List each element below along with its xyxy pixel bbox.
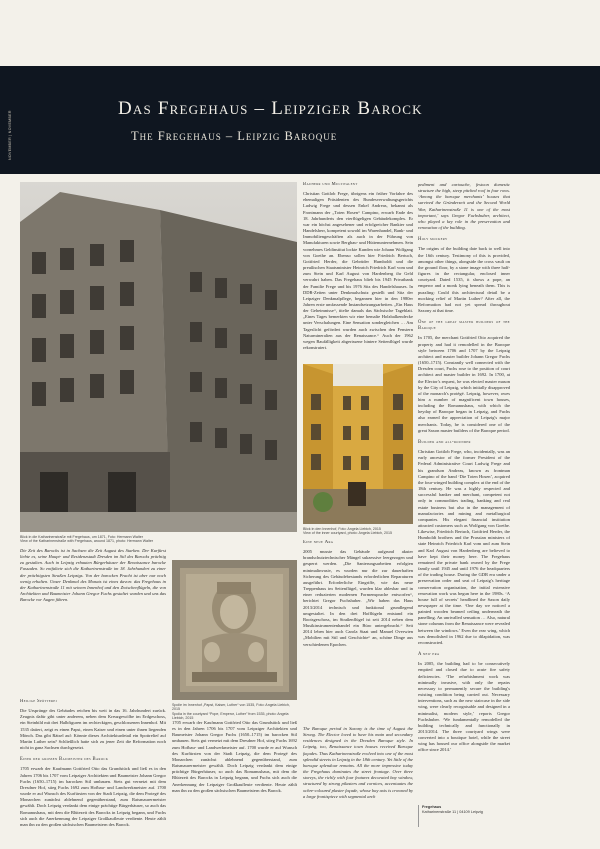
section-text: Die Ursprünge des Gebäudes reichen bis weit in das 16. Jahrhundert zurück. Zeugnis dafür gibt unter anderem, neben dem Kreuzgewölbe im Erdgeschoss, ein Steinbild mit drei Halbfiguren im rechteckigen, geschlossenen Innenhof. Mit 1535 datiert, zeigt es einen Papst, einen Kaiser und einen unter ihnen liegenden Mönch. Das gibt Rätsel auf: Könnte dieses Architekturdetail ein Spottrelief auf Martin Luther sein? Schließlich hatte sich zu jener Zeit die Reformation noch nicht in ganz Sachsen durchgesetzt. (20, 708, 166, 751)
section-heading: Holy mockery (418, 237, 448, 243)
german-col-3 (303, 182, 413, 358)
sculpture-illustration (172, 560, 297, 700)
footer-name: Fregehaus (422, 805, 442, 809)
facade-photo (20, 182, 297, 532)
german-intro-text: Die Zeit des Barocks ist in Sachsen die Zeit August des Starken. Der Kurfürst liebte es, seine Haupt- und Residenzstadt Dresden im Stil des Barocks prächtig zu gestalten. Auch in Leipzig erbauten Bürgerhäuser der Renaissance barocke Fassaden. So entfaltete sich die Katharinenstraße im 18. Jahrhundert zu einer der prächtigsten Straßen Leipzigs. Von der barocken Pracht ist aber nur noch wenig erhalten. Unser Denkmal des Monats ist eines davon: das Fregehaus in der Katharinenstraße 11 mit seinem Innenhof und den Zwischenflügeln, die von Architekten und Baumeister Johann Gregor Fuchs gestaltet wurden und uns das Barocke vor Augen führen. (20, 548, 166, 603)
section-text: Christian Gottlob Frege, who, incidentally, was an early ancestor of the former President of the Federal Administrative Court Ludwig Frege and his grandson Andreas, known as frontman Campino of the band ‘Die Toten Hosen’, acquired the four-winged building complex at the end of the 18th century. He was a highly respected and successful banker and merchant, competent not only in commodities trading, banking and real estate business but also in the management of manufactories and mining and metallurgical companies. His elegant financial institution attracted customers such as Wolfgang von Goethe. Likewise, Friedrich Bertuch, Gottfried Herder, the Humboldt brothers and the Prussian ministers of state Heinrich Friedrich Karl vom und zum Stein and Karl August von Hardenberg are believed to have kept their money here. The Fregehaus remained the private bank owned by the Frege family until 1945 and until 1976 the headquarters of the trading house. During the GDR era under a preservation order and seat of Leipzig's heritage conservation organisation, the initial extensive renovation work was begun here in the 1980s. ‘A house full of secrets’ headlined the Saxon daily newspaper at the time. ‘One day we noticed a painted wooden beamed ceiling underneath the panelling. An unrivalled sensation … Also, natural stone columns from the Renaissance were revealed between the windows.’ Even the rear wing, which was demolished in 1962 due to dilapidation, was reconstructed. (418, 449, 510, 645)
german-col-1 (20, 699, 166, 837)
section-heading: Bauherr und Multitalent (303, 182, 358, 187)
section-text: 1705 erwarb der Kaufmann Gottfried Otto das Grundstück und ließ es in den Jahren 1706 bis 1707 vom Leipziger Architekten und Baumeister Johann Gregor Fuchs (1650–1715) im barocken Stil umbauen. Stets gut vernetzt mit dem Dresdner Hof, stieg Fuchs 1692 zum Hofbau- und Landwerkmeister auf. 1700 wurde er auf Wunsch des Kurfürsten von der Stadt Leipzig, die dem Protegé des Monarchen zunächst ablehnend gegenüberstand, zum Ratsmaurermeister gewählt. Doch Leipzig verdankt dem einige prächtige Bürgerhäuser, so auch das Romanushaus, mit dem die Blütezeit des Barocks in Leipzig begann, und Fuchs sich auch die Anerkennung der Leipziger Großkaufleute verdiente. Heute zählt man ihn zu den großen sächsischen Baumeistern des Barock. (20, 766, 166, 827)
section-heading: Eine neue Ära (303, 540, 334, 545)
section-heading: Heilige Spötterei (20, 699, 57, 704)
sculpture-photo (172, 560, 297, 700)
german-col-2 (172, 720, 297, 837)
section-text: 1705 erwarb der Kaufmann Gottfried Otto das Grundstück und ließ es in den Jahren 1706 bis 1707 vom Leipziger Architekten und Baumeister Johann Gregor Fuchs (1650–1715) im barocken Stil umbauen. Stets gut vernetzt mit dem Dresdner Hof, stieg Fuchs 1692 zum Hofbau- und Landwerkmeister auf. 1700 wurde er auf Wunsch des Kurfürsten von der Stadt Leipzig, die dem Protegé des Monarchen zunächst ablehnend gegenüberstand, zum Ratsmaurermeister gewählt. Doch Leipzig verdankt dem einige prächtige Bürgerhäuser, so auch das Romanushaus, mit dem die Blütezeit des Barocks in Leipzig begann, und Fuchs sich auch die Anerkennung der Leipziger Großkaufleute verdiente. Heute zählt man ihn zu den großen sächsischen Baumeistern des Barock. (172, 720, 297, 793)
section-text: The origins of the building date back to well into the 16th century. Testimony of this is provided, amongst other things, alongside the cross vault on the ground floor, by a stone image with three half-figures in the rectangular, enclosed inner courtyard. Dated 1535, it shows a pope, an emperor and a monk lying beneath them. This is puzzling: Could this architectural detail be a mocking relief of Martin Luther? After all, the Reformation had not yet spread throughout Saxony at that time. (418, 246, 510, 313)
facade-illustration (20, 182, 297, 532)
german-col-4 (303, 540, 413, 720)
section-text: Christian Gottlob Frege, übrigens ein früher Vorfahre des ehemaligen Präsidenten des Bundesverwaltungsgerichts Ludwig Frege und dessen Enkel Andreas, bekannt als Frontmann der „Toten Hosen“ Campino, erwarb Ende des 18. Jahrhunderts den vierflügeligen Gebäudekomplex. Er war ein höchst angesehener und erfolgreicher Bankier und Handelsherr, kompetent sowohl im Warenhandel, Bank- und Immobiliengeschäften als auch in der Führung von Manufakturen sowie Bergbau- und Hüttenunternehmen. Sein vornehmes Geldinstitut lockte Kunden wie Johann Wolfgang von Goethe an. Ebenso sollen hier Friedrich Bertuch, Gottfried Herder, die Gebrüder Humboldt und die preußischen Staatsminister Heinrich Friedrich Karl vom und zum Stein und Karl August von Hardenberg ihr Geld verwahrt haben. Das Fregehaus blieb bis 1945 Privatbank der Familie Frege und bis 1976 Sitz des Handelshauses. In DDR-Zeiten unter Denkmalschutz gestellt und Sitz der Leipziger Denkmalpflege, begannen hier in den 1980er Jahren erste umfassende Instandsetzungsarbeiten. „Ein Haus der Geheimnisse“, titelte damals das Sächsische Tageblatt. „Eines Tages bemerkten wir eine bemalte Holzbalkendecke unter Verschalungen. Eine Sensation sondergleichen … Am Tageslicht gefördert wurden auch zwischen den Fenstern Naturmineralien aus der Renaissance.“ Auch der 1962 wegen Baufälligkeit abgerissene hintere Seitenflügel wurde rekonstruiert. (303, 191, 413, 351)
section-text: In 2005, the building had to be consecutively emptied and closed due to acute fire safety deficiencies. ‘The refurbishment work was minimally invasive, with only the repairs necessary to permanently secure the building's existing condition being carried out. Necessary interventions, such as the new staircase in the side wing, were clearly recognisable and designed in a minimalist, modern style,’ reports Gregor Fuchshuber. ‘We fundamentally remodelled the building technically and functionally in 2013/2014. The three courtyard wings were converted into a boutique hotel, while the street wing has housed our office alongside the market office since 2014.’ (418, 661, 510, 753)
courtyard-photo (303, 364, 413, 524)
page-subtitle: The Fregehaus – Leipzig Baroque (131, 129, 338, 143)
month-side-label: NOVEMBER | NOVEMBER (8, 110, 12, 160)
section-text: In 1705, the merchant Gottfried Otto acquired the property and had it remodelled in the Baroque style between 1706 and 1707 by the Leipzig architect and master builder Johann Gregor Fuchs (1650–1715). Constantly well connected with the Dresden court, Fuchs rose to the position of court architect and master builder in 1692. In 1700, at the Elector's request, he was elected master mason by the City of Leipzig, which initially disapproved of the monarch's protégé. Leipzig, however, owes him a number of magnificent town houses, including the Romanushaus, with which the heyday of Baroque began in Leipzig, and Fuchs also earned the appreciation of Leipzig's major merchants. Today, he is considered one of the great Saxon master builders of the Baroque period. (418, 335, 510, 433)
footer-address: Katharinenstraße 11 | 04109 Leipzig (422, 810, 483, 814)
sculpture-photo-caption: Spolie im Innenhof „Papst, Kaiser, Luther“ von 1535, Foto: Angela Liebich, 2015 Spolia in the courtyard “Pope, Emperor, Luther” from 1535, photo: Angela Liebich, 2015 (172, 703, 290, 720)
english-col (418, 182, 510, 800)
section-text: 2005 musste das Gebäude aufgrund akuter brandschutztechnischer Mängel sukzessive leergezogen und gesperrt werden. „Die Sanierungsarbeiten erfolgten minimalinvasiv, es wurden nur die zur dauerhaften Sicherung des Gebäudebestands erforderlichen Reparaturen ausgeführt. Erforderliche Eingriffe, wie das neue Treppenhaus im Seitenflügel, wurden klar ablesbar und in einer reduzierten modernen Formensprache entworfen“, berichtet Gregor Fuchshuber. „Wir haben das Haus 2013/2014 technisch und funktional grundlegend umgestaltet. In den drei Hofflügeln entstand ein Bootsgeschoss, im Straßenflügel ist seit 2014 neben dem Musikinstrumentenhandel ein Büro untergebracht.“ Seit 2014 leben hier auch Carola Staat und Manuel Overwien „Mobilien mit Stil und Geschichte“ an, schöne Dinge aus verschiedenen Epochen. (303, 549, 413, 647)
courtyard-photo-caption: Blick in den Innenhof, Foto: Angela Liebich, 2015 View of the inner courtyard, photo: Angela Liebich, 2015 (303, 527, 393, 536)
section-heading: Builder and all-rounder (418, 439, 471, 445)
courtyard-illustration (303, 364, 413, 524)
english-intro-text: The Baroque period in Saxony is the time of August the Strong. The Elector loved to have his main and secondary residences designed in the Dresden Baroque style. In Leipzig, too, Renaissance town houses received Baroque façades. Thus Katharinenstraße evolved into one of the most splendid streets in Leipzig in the 18th century. Yet little of the baroque splendour remains. All the more impressive today the Fregehaus dominates the street frontage. Over three storeys, the richly with four features decorated bay window, structured by strong pilasters and cornices, accentuates the ochre-coloured plaster façade, whose bay axis is crowned by a large frontispiece with segmental arch (303, 726, 413, 799)
facade-photo-caption: Blick in die Katharinenstraße mit Fregehaus, um 1871, Foto: Hermann Walter View of the Katharinenstraße with Fregehaus, around 1871, photo: Hermann Walter (20, 535, 154, 544)
german-intro (20, 548, 166, 688)
english-italic-top: pediment and cartouche, festoon domestic structure the high, steep pitched roof in four rows. ‘Among the baroque merchants’ houses that survived the Gründerzeit and the Second World War, Katharinenstraße 11 is one of the most important,’ says Gregor Fuchshuber, architect, who played a key role in the preservation and renovation of the building. (418, 182, 510, 231)
title-banner (0, 66, 600, 174)
english-intro (303, 726, 413, 837)
section-heading: One of the great master builders of the Baroque (418, 320, 510, 332)
page-title: Das Fregehaus – Leipziger Barock (118, 98, 423, 119)
address-footer (418, 805, 510, 827)
section-heading: A new era (418, 652, 440, 658)
section-heading: Einer der großen Baumeister des Barock (20, 757, 109, 763)
